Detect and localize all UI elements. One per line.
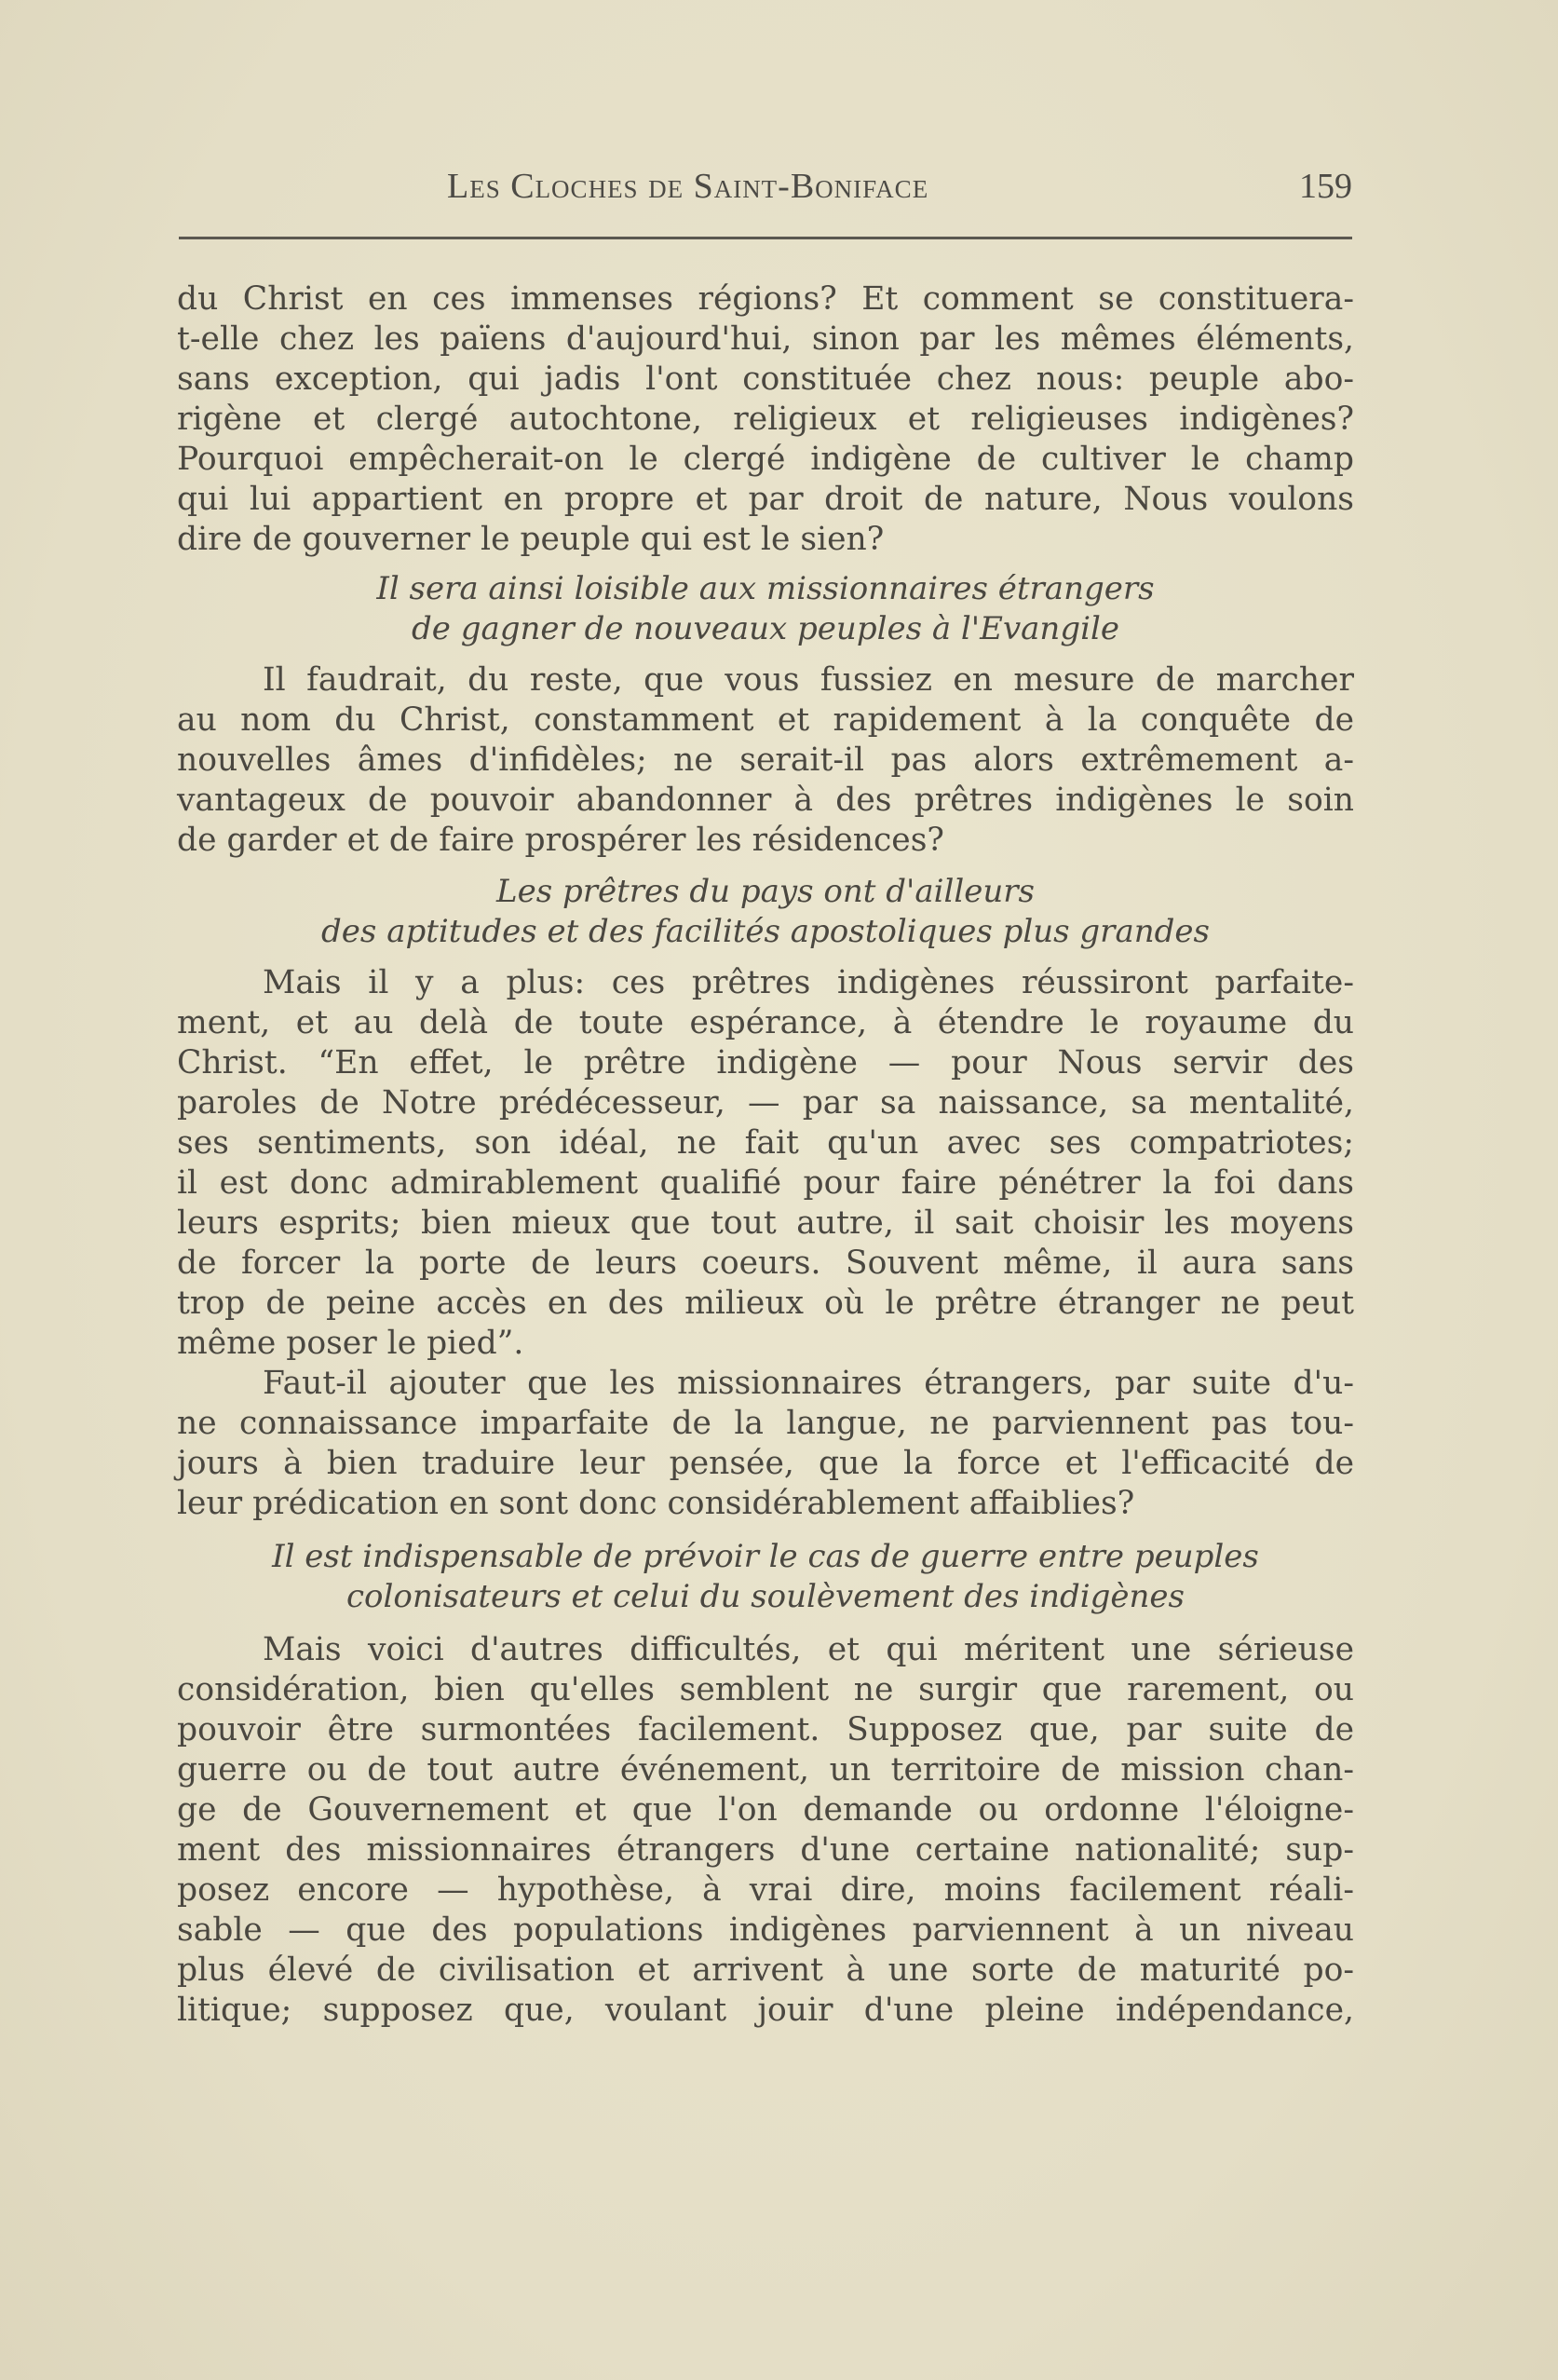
text-line: au nom du Christ, constamment et rapidement à la conquête de xyxy=(177,701,1354,739)
heading-line: de gagner de nouveaux peuples à l'Evangile xyxy=(412,610,1119,647)
text-line: rigène et clergé autochtone, religieux et religieuses indigènes? xyxy=(177,401,1354,438)
text-line: litique; supposez que, voulant jouir d'une pleine indépendance, xyxy=(177,1992,1354,2029)
heading-line: Les prêtres du pays ont d'ailleurs xyxy=(496,873,1035,910)
paragraph-2 xyxy=(177,660,1354,861)
text-line: Il faudrait, du reste, que vous fussiez en mesure de marcher xyxy=(263,661,1354,699)
text-line: de garder et de faire prospérer les résidences? xyxy=(177,822,944,859)
running-title: Les Cloches de Saint-Boniface xyxy=(447,167,929,206)
text-line: qui lui appartient en propre et par droit de nature, Nous voulons xyxy=(177,481,1354,518)
section-heading-3 xyxy=(177,1537,1354,1617)
text-line: guerre ou de tout autre événement, un territoire de mission chan- xyxy=(177,1751,1354,1788)
text-line: paroles de Notre prédécesseur, — par sa naissance, sa mentalité, xyxy=(177,1084,1354,1122)
section-heading-1 xyxy=(177,569,1354,649)
paragraph-4 xyxy=(177,1364,1354,1524)
text-line: Mais il y a plus: ces prêtres indigènes réussiront parfaite- xyxy=(263,964,1354,1001)
text-line: Mais voici d'autres difficultés, et qui méritent une sérieuse xyxy=(263,1631,1354,1668)
text-line: Pourquoi empêcherait-on le clergé indigène de cultiver le champ xyxy=(177,441,1354,478)
text-line: plus élevé de civilisation et arrivent à une sorte de maturité po- xyxy=(177,1952,1354,1989)
text-line: Faut-il ajouter que les missionnaires étrangers, par suite d'u- xyxy=(263,1365,1354,1402)
text-line: vantageux de pouvoir abandonner à des prêtres indigènes le soin xyxy=(177,782,1354,819)
text-line: considération, bien qu'elles semblent ne surgir que rarement, ou xyxy=(177,1671,1354,1708)
heading-line: Il est indispensable de prévoir le cas de guerre entre peuples xyxy=(272,1538,1259,1575)
running-header xyxy=(179,166,1352,212)
heading-line: des aptitudes et des facilités apostoliques plus grandes xyxy=(321,913,1210,950)
text-line: il est donc admirablement qualifié pour faire pénétrer la foi dans xyxy=(177,1164,1354,1202)
text-line: ge de Gouvernement et que l'on demande ou ordonne l'éloigne- xyxy=(177,1791,1354,1829)
text-line: sans exception, qui jadis l'ont constituée chez nous: peuple abo- xyxy=(177,360,1354,398)
text-line: leur prédication en sont donc considérablement affaiblies? xyxy=(177,1485,1135,1522)
section-heading-2 xyxy=(177,872,1354,952)
paragraph-3 xyxy=(177,963,1354,1364)
paragraph-5 xyxy=(177,1630,1354,2031)
text-line: posez encore — hypothèse, à vrai dire, moins facilement réali- xyxy=(177,1871,1354,1909)
page-number: 159 xyxy=(1299,167,1352,206)
header-rule xyxy=(179,237,1352,239)
text-line: Christ. “En effet, le prêtre indigène — pour Nous servir des xyxy=(177,1044,1354,1081)
text-line: de forcer la porte de leurs coeurs. Souvent même, il aura sans xyxy=(177,1244,1354,1282)
text-line: dire de gouverner le peuple qui est le sien? xyxy=(177,521,885,558)
paragraph-1 xyxy=(177,279,1354,560)
text-line: ne connaissance imparfaite de la langue, ne parviennent pas tou- xyxy=(177,1405,1354,1442)
text-line: ment, et au delà de toute espérance, à étendre le royaume du xyxy=(177,1004,1354,1041)
text-line: nouvelles âmes d'infidèles; ne serait-il pas alors extrêmement a- xyxy=(177,741,1354,779)
text-line: même poser le pied”. xyxy=(177,1325,524,1362)
heading-line: Il sera ainsi loisible aux missionnaires étrangers xyxy=(376,570,1155,607)
heading-line: colonisateurs et celui du soulèvement des indigènes xyxy=(346,1578,1185,1615)
text-line: pouvoir être surmontées facilement. Supposez que, par suite de xyxy=(177,1711,1354,1748)
text-line: du Christ en ces immenses régions? Et comment se constituera- xyxy=(177,280,1354,318)
text-line: ses sentiments, son idéal, ne fait qu'un avec ses compatriotes; xyxy=(177,1124,1354,1162)
text-line: trop de peine accès en des milieux où le prêtre étranger ne peut xyxy=(177,1285,1354,1322)
text-line: ment des missionnaires étrangers d'une certaine nationalité; sup- xyxy=(177,1831,1354,1869)
page-body xyxy=(177,279,1354,2031)
text-line: sable — que des populations indigènes parviennent à un niveau xyxy=(177,1911,1354,1949)
text-line: leurs esprits; bien mieux que tout autre, il sait choisir les moyens xyxy=(177,1204,1354,1242)
text-line: jours à bien traduire leur pensée, que la force et l'efficacité de xyxy=(177,1445,1354,1482)
text-line: t-elle chez les païens d'aujourd'hui, sinon par les mêmes éléments, xyxy=(177,320,1354,358)
